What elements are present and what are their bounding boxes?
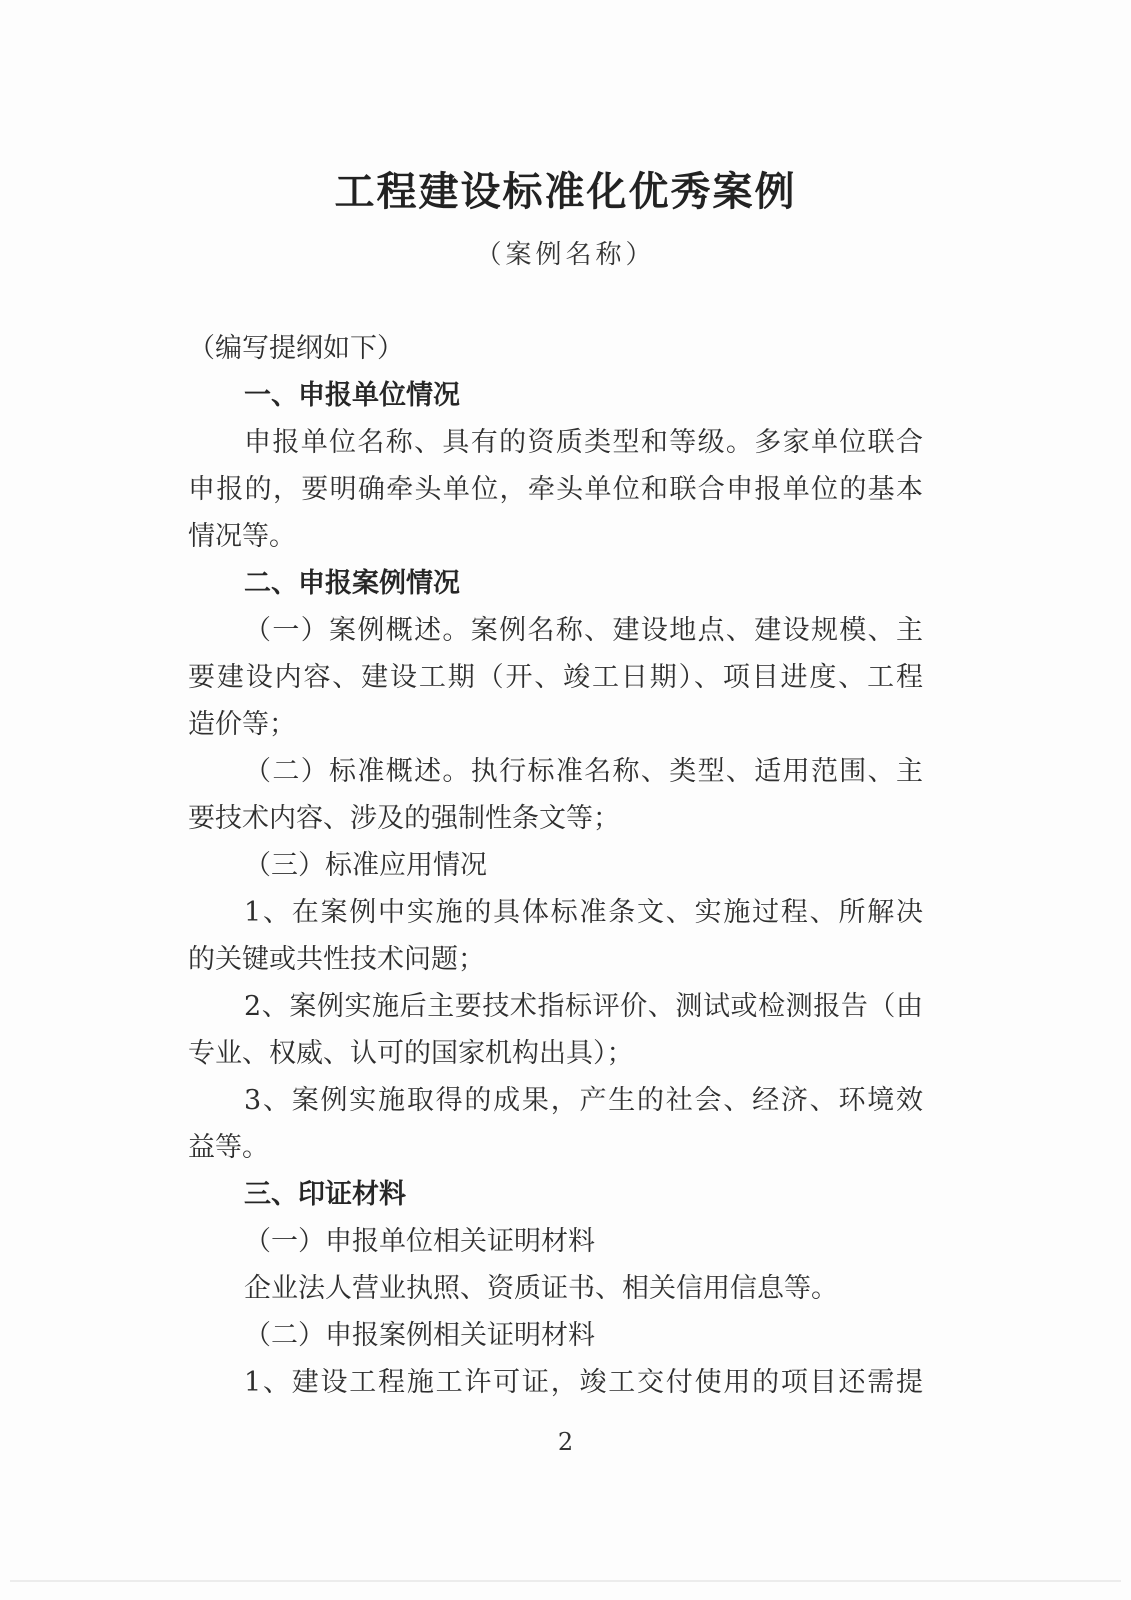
section3-item1-heading: （一）申报单位相关证明材料 <box>244 1226 595 1257</box>
outline-note: （编写提纲如下） <box>188 333 404 364</box>
section3-heading: 三、印证材料 <box>244 1179 406 1210</box>
page-number: 2 <box>557 1428 574 1456</box>
section1-line-2: 申报的，要明确牵头单位，牵头单位和联合申报单位的基本 <box>188 474 923 505</box>
section2-point2-line-2: 专业、权威、认可的国家机构出具）； <box>188 1038 634 1069</box>
section2-item1-line-2: 要建设内容、建设工期（开、竣工日期）、项目进度、工程 <box>188 662 923 693</box>
section1-heading: 一、申报单位情况 <box>244 380 460 411</box>
section2-point3-line-1: 3、案例实施取得的成果，产生的社会、经济、环境效 <box>244 1085 923 1116</box>
section2-item2-line-2: 要技术内容、涉及的强制性条文等； <box>188 803 620 834</box>
section2-point1-line-2: 的关键或共性技术问题； <box>188 944 485 975</box>
page-bottom-edge <box>10 1580 1121 1582</box>
section3-item2-heading: （二）申报案例相关证明材料 <box>244 1320 595 1351</box>
section2-point2-line-1: 2、案例实施后主要技术指标评价、测试或检测报告（由 <box>244 991 923 1022</box>
section3-point1-line: 1、建设工程施工许可证，竣工交付使用的项目还需提 <box>244 1367 923 1398</box>
document-subtitle: （案例名称） <box>475 240 656 270</box>
section2-point3-line-2: 益等。 <box>188 1132 269 1163</box>
section2-item1-line-3: 造价等； <box>188 709 296 740</box>
section2-item1-line-1: （一）案例概述。案例名称、建设地点、建设规模、主 <box>244 615 923 646</box>
section3-item1-text: 企业法人营业执照、资质证书、相关信用信息等。 <box>244 1273 838 1304</box>
document-title: 工程建设标准化优秀案例 <box>334 168 797 215</box>
section2-item2-line-1: （二）标准概述。执行标准名称、类型、适用范围、主 <box>244 756 923 787</box>
section2-heading: 二、申报案例情况 <box>244 568 460 599</box>
section2-point1-line-1: 1、在案例中实施的具体标准条文、实施过程、所解决 <box>244 897 923 928</box>
section1-line-3: 情况等。 <box>188 521 296 552</box>
section2-item3-heading: （三）标准应用情况 <box>244 850 487 881</box>
section1-line-1: 申报单位名称、具有的资质类型和等级。多家单位联合 <box>244 427 923 458</box>
